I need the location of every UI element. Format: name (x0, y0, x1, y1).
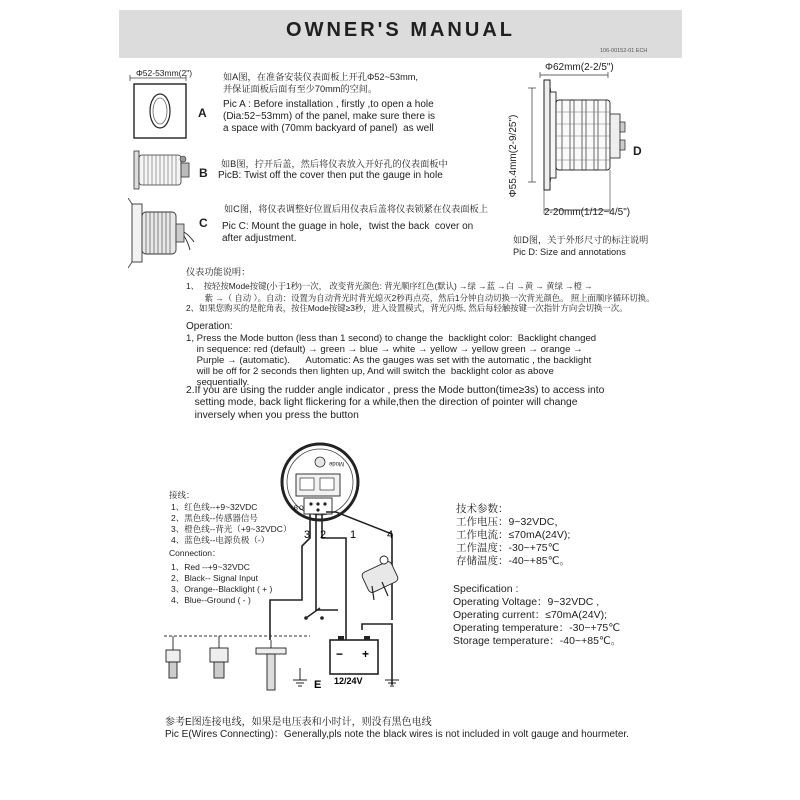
fig-d-text-cn: 如D图，关于外形尺寸的标注说明 (513, 235, 649, 245)
battery-symbol (330, 636, 378, 674)
fig-b-gauge-drawing (130, 147, 196, 193)
operation-item-2: 2.If you are using the rudder angle indicator , press the Mode button(time≥3s) to access into setting mode, back light flickering for a while,then the direction of pointer will change inversely when you press the button (186, 385, 605, 421)
connection-item: 2、Black-- Signal Input (171, 573, 258, 583)
figure-e-letter: E (314, 679, 322, 691)
fig-a-letter: A (198, 106, 207, 120)
fig-c-text-cn: 如C图，将仪表调整好位置后用仪表后盖将仪表锁紧在仪表面板上 (224, 204, 488, 214)
fig-d-dim-top: Φ62mm(2-2/5") (545, 62, 614, 73)
specs-cn-heading: 技术参数： (456, 503, 509, 515)
terminal-mark: O (299, 506, 304, 512)
ground-symbol (293, 668, 307, 686)
level-sensor (256, 640, 286, 690)
fig-b-letter: B (199, 166, 208, 180)
specs-cn-item: 存储温度：-40~+85℃。 (456, 555, 570, 567)
operation-item-1: 1, Press the Mode button (less than 1 second) to change the backlight color: Backlight changed in sequence: red (default) → green → blue → white → yellow → yellow green → orange → Purple → (automatic). Automatic: As the gauges was set with the automatic , the backlight will be off for 2 seconds then lighten up, And will switch the backlight color as above sequentially. (186, 333, 597, 388)
specs-en-item: Operating current：≤70mA(24V); (453, 609, 607, 621)
terminal-mark: B (294, 506, 299, 512)
fig-d-size-drawing (508, 72, 653, 220)
wiring-diagram (160, 440, 460, 692)
terminal-number: 3 (304, 529, 311, 541)
connection-item: 1、Red --+9~32VDC (171, 562, 250, 572)
fig-d-dim-left-wrap (505, 102, 519, 212)
battery-plus: + (362, 647, 370, 661)
sender-sensor-2 (210, 636, 228, 678)
fig-a-text-en: Pic A : Before installation , firstly ,to open a hole (Dia:52~53mm) of the panel, make sure there is a space with (70mm backyard of panel) as well (223, 99, 436, 134)
specs-cn-item: 工作电压：9~32VDC， (456, 516, 565, 528)
wiring-cn-item: 1、红色线--+9~32VDC (171, 502, 258, 512)
gauge-mode-label: Mode (328, 460, 344, 466)
fig-d-dim-left: Φ55.4mm(2-9/25") (508, 114, 519, 198)
specs-en-heading: Specification : (453, 583, 519, 595)
specs-cn-item: 工作温度：-30~+75℃ (456, 542, 560, 554)
sender-sensor-1 (166, 636, 180, 678)
page-title: OWNER'S MANUAL (286, 19, 515, 41)
fig-d-text-en: Pic D: Size and annotations (513, 247, 626, 257)
operation-heading: Operation: (186, 321, 233, 332)
specs-cn-item: 工作电流：≤70mA(24V); (456, 529, 571, 541)
fig-b-text-cn: 如B图，拧开后盖，然后将仪表放入开好孔的仪表面板中 (221, 159, 448, 169)
footer-note-cn: 参考E图连接电线，如果是电压表和小时计，则没有黑色电线 (165, 717, 432, 728)
fig-d-letter: D (633, 144, 642, 158)
terminal-number: 1 (350, 529, 357, 541)
connection-heading: Connection： (169, 548, 221, 558)
specs-en-item: Operating Voltage：9~32VDC , (453, 596, 600, 608)
connection-item: 4、Blue--Ground ( - ) (171, 595, 251, 605)
function-cn-heading: 仪表功能说明： (186, 267, 251, 277)
connection-item: 3、Orange--Blacklight ( + ) (171, 584, 273, 594)
battery-label: 12/24V (334, 676, 363, 686)
fig-d-dim-bottom: 2-20mm(1/12~4/5") (544, 207, 631, 218)
fig-c-mounting-drawing (128, 198, 200, 270)
wiring-cn-item: 3、橙色线--背光（+9~32VDC） (171, 524, 292, 534)
wiring-cn-heading: 接线： (169, 490, 195, 500)
function-cn-item-2: 2、如果您购买的是舵角表，按住Mode按键≥3秒，进入设置模式，背光闪烁, 然后每轻触按键一次指针方向会切换一次。 (186, 303, 628, 313)
fig-c-text-en: Pic C: Mount the guage in hole，twist the back cover on after adjustment. (222, 221, 474, 244)
specs-en-item: Operating temperature：-30~+75℃ (453, 622, 621, 634)
terminal-number: 2 (320, 529, 327, 541)
gauge-plug-icon (361, 556, 399, 600)
function-cn-item-1: 1、 按轻按Mode按键(小于1秒)一次， 改变背光颜色: 背光顺序红色(默认) →绿 →蓝 →白 →黄 → 黄绿 →橙 → 紫 →（ 自动 ）。自动：设置为自动背光时背光熄灭2秒再点亮，然后1分钟自动切换一次背光颜色。 照上面顺序循环切换。 (186, 281, 655, 303)
specs-en-item: Storage temperature：-40~+85℃。 (453, 635, 622, 647)
footer-note-en: Pic E(Wires Connecting)：Generally,pls note the black wires is not included in volt gauge and hourmeter. (165, 729, 629, 740)
document-number: 106-00152-01 ECH (600, 48, 648, 54)
fig-b-text-en: PicB: Twist off the cover then put the gauge in hole (218, 170, 443, 181)
wiring-cn-item: 4、蓝色线--电源负极（-） (171, 535, 270, 545)
battery-minus: − (336, 647, 344, 661)
terminal-number: 4 (387, 529, 394, 541)
wiring-cn-item: 2、黑色线--传感器信号 (171, 513, 258, 523)
fig-a-dimension: Φ52-53mm(2") (136, 68, 193, 78)
fig-a-panel-drawing (128, 74, 192, 140)
fig-a-text-cn: 如A图，在准备安装仪表面板上开孔Φ52~53mm, 并保证面板后面有至少70mm的空间。 (223, 72, 418, 94)
fig-c-letter: C (199, 216, 208, 230)
